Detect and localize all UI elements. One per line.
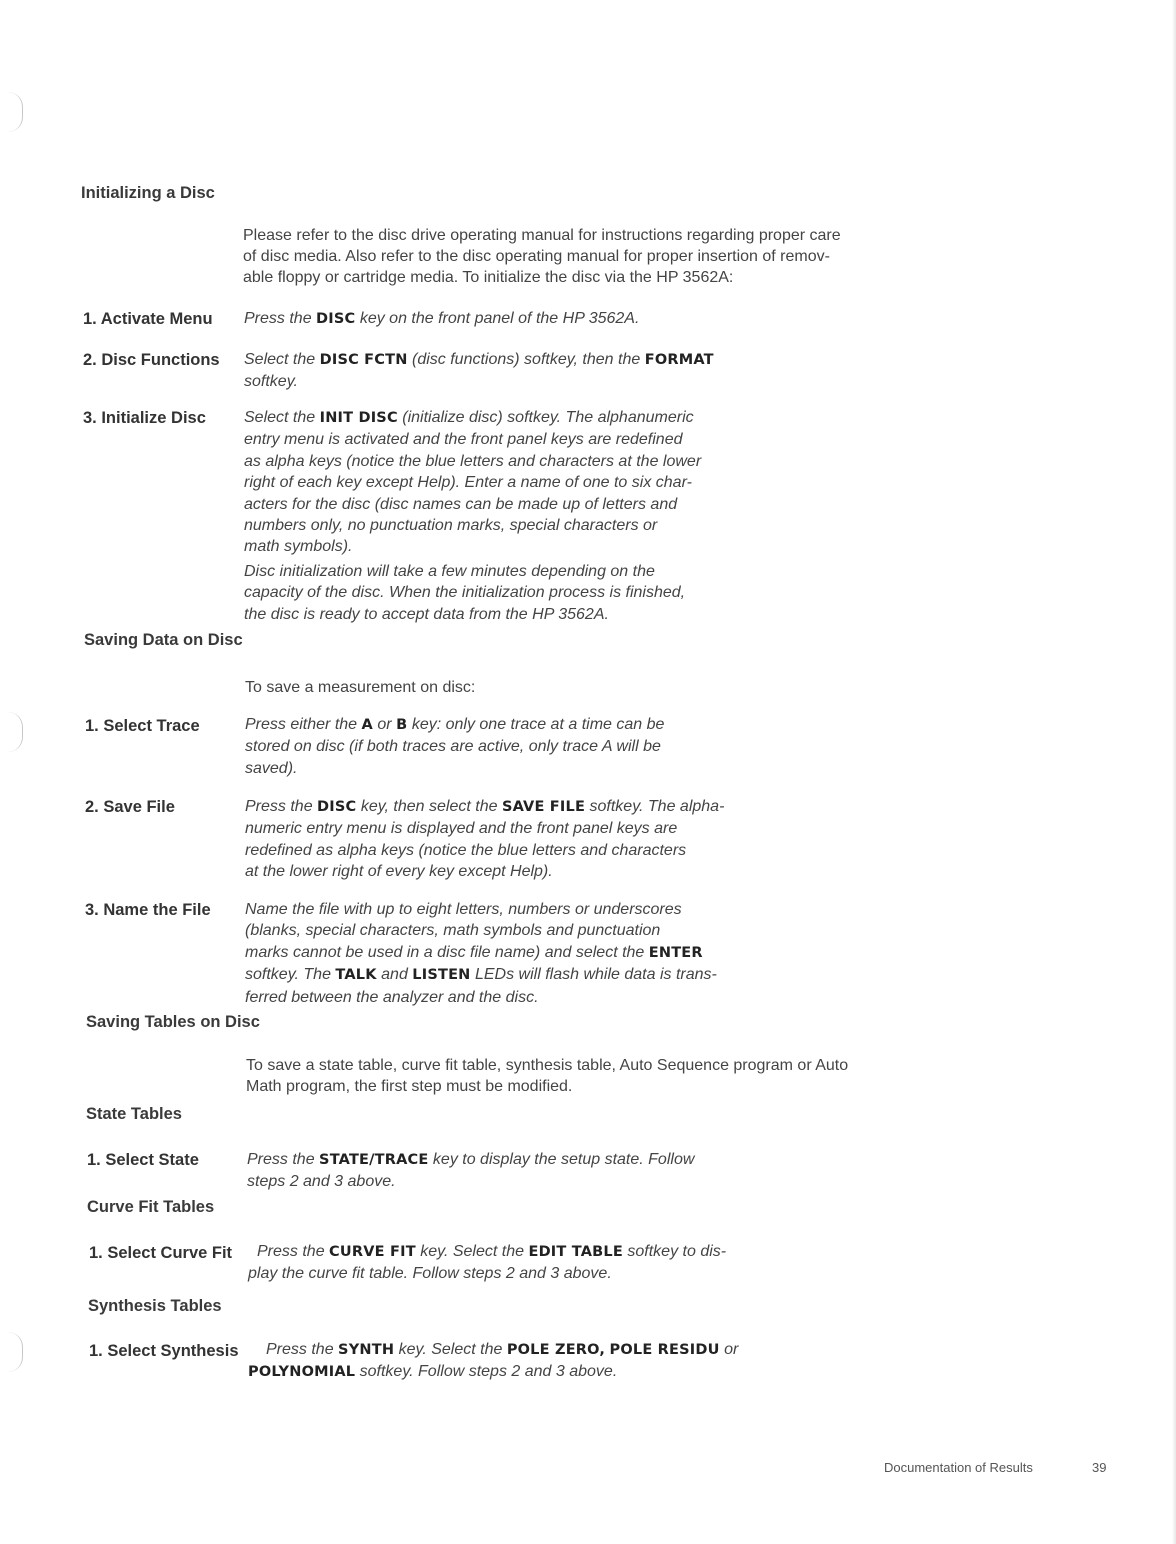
key-label: POLYNOMIAL <box>248 1364 356 1381</box>
step-text-disc-functions: Select the DISC FCTN (disc functions) softkey, then the FORMAT softkey. <box>244 351 714 391</box>
key-label: DISC <box>316 311 356 327</box>
section-heading-curve-fit-tables: Curve Fit Tables <box>87 1198 215 1216</box>
key-label: DISC FCTN <box>319 352 408 368</box>
intro-saving-tables <box>246 1055 848 1097</box>
note-initialize-disc: Disc initialization will take a few minutes depending on the capacity of the disc. When the initialization process is finished, the disc is ready to accept data from the HP 3562A. <box>244 563 686 623</box>
key-label: POLE RESIDU <box>609 1342 720 1358</box>
intro-initializing <box>243 225 841 288</box>
step-label-activate-menu: 1. Activate Menu <box>83 310 213 328</box>
key-label: STATE/TRACE <box>319 1152 429 1168</box>
page-edge <box>1172 0 1176 1544</box>
step-label-disc-functions: 2. Disc Functions <box>83 351 220 369</box>
punch-hole-mark <box>8 1332 23 1372</box>
step-label-save-file: 2. Save File <box>85 798 175 816</box>
key-label: SYNTH <box>338 1342 395 1358</box>
step-label-name-file: 3. Name the File <box>85 901 211 919</box>
key-label: B <box>396 717 408 733</box>
step-text-name-file: Name the file with up to eight letters, numbers or underscores (blanks, special characters, math symbols and punctuation marks cannot be used in a disc file name) and select the ENTER softkey. The TALK and LISTEN LEDs will flash while data is trans- ferred between the analyzer and the disc. <box>245 901 717 1006</box>
step-label-select-curve-fit: 1. Select Curve Fit <box>89 1244 233 1262</box>
step-text-initialize-disc: Select the INIT DISC (initialize disc) softkey. The alphanumeric entry menu is activated and the front panel keys are redefined as alpha keys (notice the blue letters and characters at the lower right of each key except Help). Enter a name of one to six char- acters for the disc (disc names can be made up of letters and numbers only, no punctuation marks, special characters or math symbols). <box>244 409 702 556</box>
key-label: DISC <box>317 799 357 815</box>
page-number: 39 <box>1092 1460 1107 1475</box>
key-label: ENTER <box>648 944 703 961</box>
section-heading-state-tables: State Tables <box>86 1105 182 1123</box>
punch-hole-mark <box>8 712 23 752</box>
section-heading-synthesis-tables: Synthesis Tables <box>88 1297 222 1315</box>
section-heading-initializing: Initializing a Disc <box>81 184 215 202</box>
step-text-select-trace: Press either the A or B key: only one trace at a time can be stored on disc (if both traces are active, only trace A will be saved). <box>245 716 665 777</box>
step-label-initialize-disc: 3. Initialize Disc <box>83 409 206 427</box>
step-label-select-synthesis: 1. Select Synthesis <box>89 1342 239 1360</box>
punch-hole-mark <box>8 92 23 132</box>
intro-line: Math program, the first step must be modified. <box>246 1078 573 1095</box>
step-text-save-file: Press the DISC key, then select the SAVE FILE softkey. The alpha- numeric entry menu is displayed and the front panel keys are redefined as alpha keys (notice the blue letters and characters at the lower right of every key except Help). <box>245 798 725 881</box>
key-label: LISTEN <box>412 967 471 984</box>
key-label: CURVE FIT <box>329 1244 416 1260</box>
step-label-select-state: 1. Select State <box>87 1151 199 1169</box>
step-text-activate-menu: Press the DISC key on the front panel of the HP 3562A. <box>244 310 640 327</box>
intro-line: To save a state table, curve fit table, synthesis table, Auto Sequence program or Auto <box>246 1057 849 1074</box>
section-heading-saving-data: Saving Data on Disc <box>84 631 243 649</box>
intro-line: able floppy or cartridge media. To initialize the disc via the HP 3562A: <box>243 269 734 286</box>
key-label: POLE ZERO, <box>506 1342 606 1358</box>
key-label: INIT DISC <box>319 410 398 426</box>
intro-saving-data: To save a measurement on disc: <box>245 679 476 696</box>
key-label: A <box>361 717 373 733</box>
key-label: FORMAT <box>644 352 714 368</box>
step-text-select-curve-fit: Press the CURVE FIT key. Select the EDIT TABLE softkey to dis- play the curve fit table. Follow steps 2 and 3 above. <box>248 1243 727 1283</box>
key-label: SAVE FILE <box>501 799 586 815</box>
footer-section-title: Documentation of Results <box>884 1460 1033 1475</box>
step-text-select-synthesis: Press the SYNTH key. Select the POLE ZERO, POLE RESIDU or POLYNOMIAL softkey. Follow steps 2 and 3 above. <box>248 1341 739 1381</box>
section-heading-saving-tables: Saving Tables on Disc <box>86 1013 260 1031</box>
key-label: TALK <box>335 967 377 984</box>
step-text-select-state: Press the STATE/TRACE key to display the setup state. Follow steps 2 and 3 above. <box>247 1151 695 1191</box>
intro-line: Please refer to the disc drive operating manual for instructions regarding proper care <box>243 227 841 244</box>
intro-line: of disc media. Also refer to the disc operating manual for proper insertion of remov- <box>243 248 830 265</box>
key-label: EDIT TABLE <box>528 1244 623 1260</box>
step-label-select-trace: 1. Select Trace <box>85 717 200 735</box>
